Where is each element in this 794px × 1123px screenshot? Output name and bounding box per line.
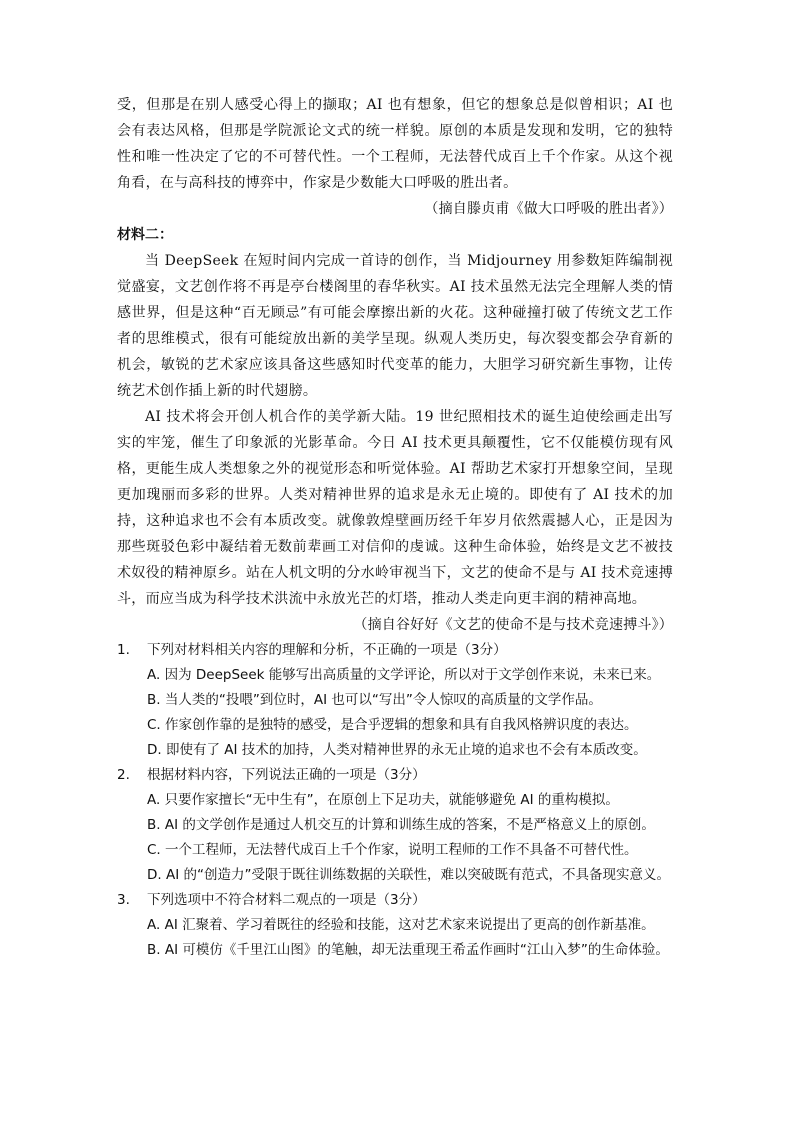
option-c: C. 作家创作靠的是独特的感受，是合乎逻辑的想象和具有自我风格辨识度的表达。 [147,717,638,733]
exam-page [117,92,673,963]
question-text: 下列选项中不符合材料二观点的一项是（3分） [147,892,426,908]
option-d: D. AI 的“创造力”受限于既往训练数据的关联性，难以突破既有范式，不具备现实意义。 [147,867,670,883]
option-b: B. AI 可模仿《千里江山图》的笔触，却无法重现王希孟作画时“江山入梦”的生命体验。 [147,942,669,958]
question-text: 根据材料内容，下列说法正确的一项是（3分） [147,767,426,783]
option-a: A. 只要作家擅长“无中生有”，在原创上下足功夫，就能够避免 AI 的重构模拟。 [147,792,619,808]
option-a: A. 因为 DeepSeek 能够写出高质量的文学评论，所以对于文学创作来说，未来已来。 [147,667,661,683]
option-b: B. 当人类的“投喂”到位时，AI 也可以“写出”令人惊叹的高质量的文学作品。 [147,692,602,708]
option-b: B. AI 的文学创作是通过人机交互的计算和训练生成的答案，不是严格意义上的原创。 [147,817,655,833]
material1-source: （摘自滕贞甫《做大口呼吸的胜出者》） [424,201,673,217]
question-text: 下列对材料相关内容的理解和分析，不正确的一项是（3分） [147,642,507,658]
material2-title: 材料二： [117,227,173,243]
question-number: 3. [117,892,130,908]
option-d: D. 即使有了 AI 技术的加持，人类对精神世界的永无止境的追求也不会有本质改变。 [147,742,647,758]
material2-source: （摘自谷好好《文艺的使命不是与技术竞速搏斗》） [353,617,673,633]
question-stem [117,888,673,913]
material1-tail-paragraph: 受，但那是在别人感受心得上的撷取；AI 也有想象，但它的想象总是似曾相识；AI 也会有表达风格，但那是学院派论文式的统一样貌。原创的本质是发现和发明，它的独特性和唯一性决定了它的不可替代性。一个工程师，无法替代成百上千个作家。从这个视角看，在与高科技的博弈中，作家是少数能大口呼吸的胜出者。 [117,97,673,191]
material2-paragraph-1: 当 DeepSeek 在短时间内完成一首诗的创作，当 Midjourney 用参数矩阵编制视觉盛宴，文艺创作将不再是亭台楼阁里的春华秋实。AI 技术虽然无法完全理解人类的情感世界，但是这种“百无顾忌”有可能会摩擦出新的火花。这种碰撞打破了传统文艺工作者的思维模式，很有可能绽放出新的美学呈现。纵观人类历史，每次裂变都会孕育新的机会，敏锐的艺术家应该具备这些感知时代变革的能力，大胆学习研究新生事物，让传统艺术创作插上新的时代翅膀。 [117,253,673,399]
material2-paragraph-2: AI 技术将会开创人机合作的美学新大陆。19 世纪照相技术的诞生迫使绘画走出写实的牢笼，催生了印象派的光影革命。今日 AI 技术更具颠覆性，它不仅能模仿现有风格，更能生成人类想象之外的视觉形态和听觉体验。AI 帮助艺术家打开想象空间，呈现更加瑰丽而多彩的世界。人类对精神世界的追求是永无止境的。即使有了 AI 技术的加持，这种追求也不会有本质改变。就像敦煌壁画历经千年岁月依然震撼人心，正是因为那些斑驳色彩中凝结着无数前辈画工对信仰的虔诚。这种生命体验，始终是文艺不被技术奴役的精神原乡。站在人机文明的分水岭审视当下，文艺的使命不是与 AI 技术竞速搏斗，而应当成为科学技术洪流中永放光芒的灯塔，推动人类走向更丰润的精神高地。 [117,409,673,607]
question-stem [117,763,673,788]
question-number: 2. [117,767,130,783]
option-c: C. 一个工程师，无法替代成百上千个作家，说明工程师的工作不具备不可替代性。 [147,842,638,858]
option-a: A. AI 汇聚着、学习着既往的经验和技能，这对艺术家来说提出了更高的创作新基准。 [147,917,655,933]
question-number: 1. [117,642,130,658]
question-1 [117,638,673,763]
question-stem [117,638,673,663]
question-2 [117,763,673,888]
question-3 [117,888,673,963]
